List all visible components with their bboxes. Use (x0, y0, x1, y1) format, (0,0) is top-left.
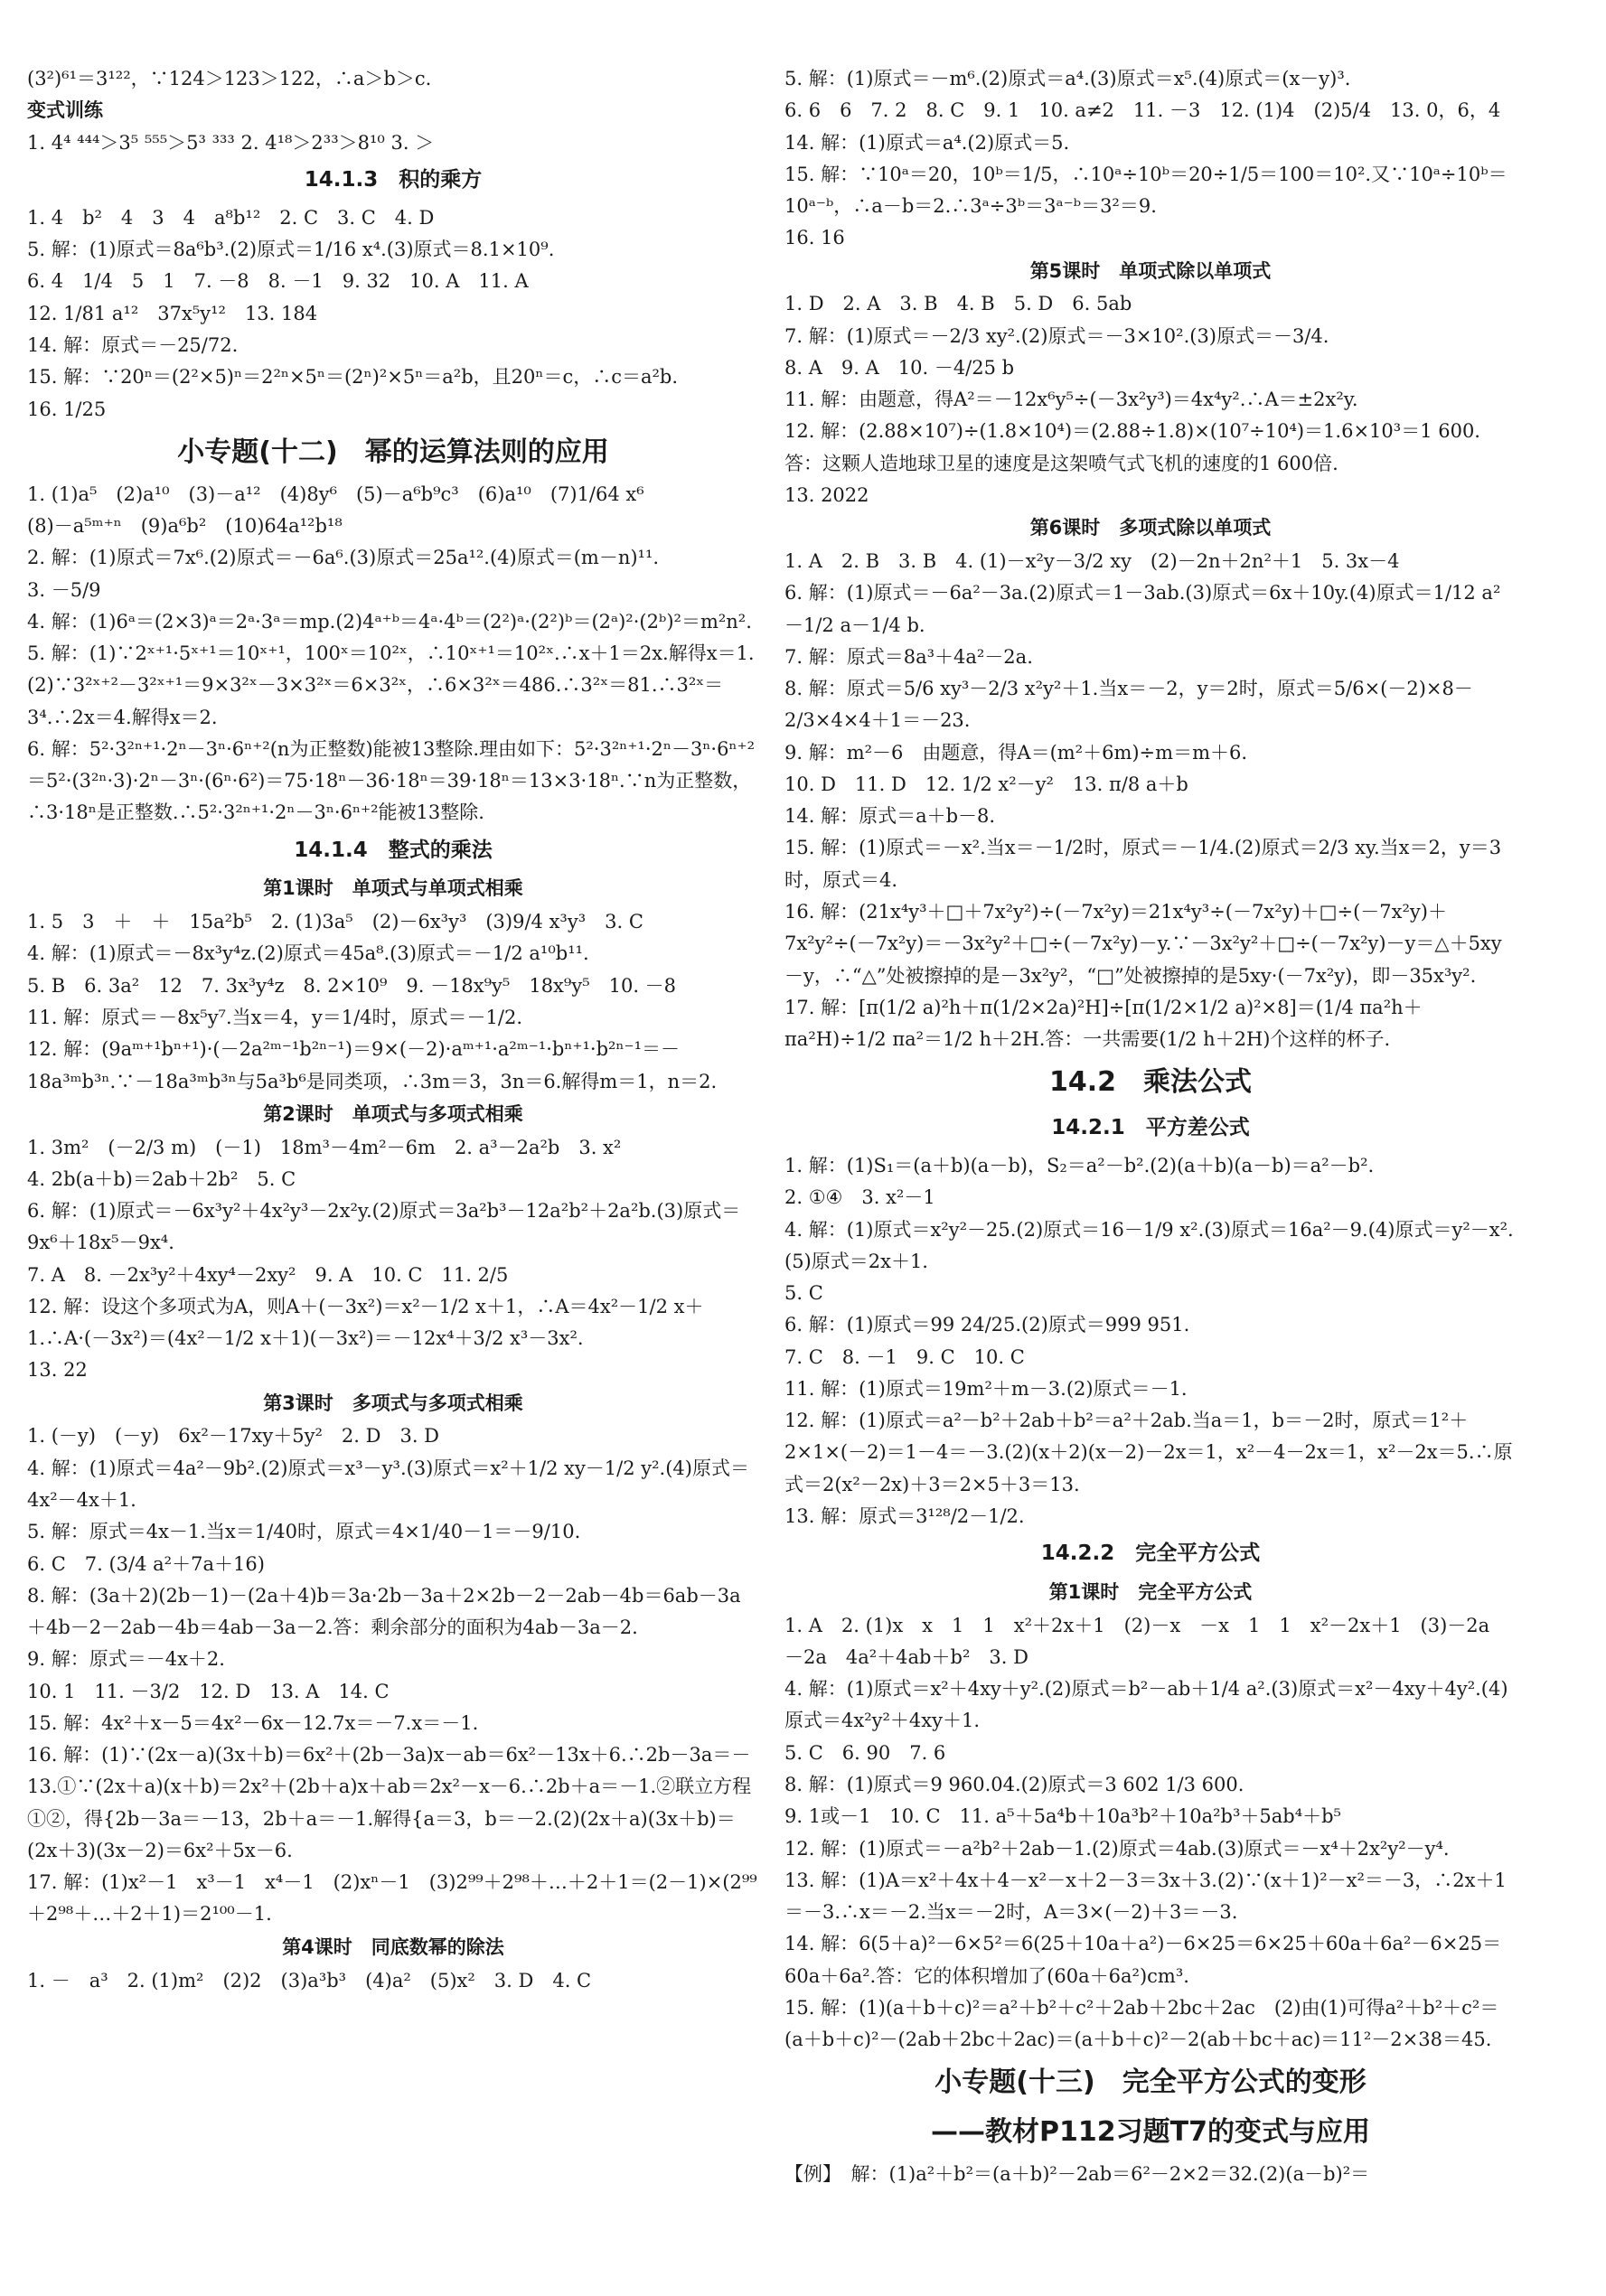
answer-line: 14. 解：6(5＋a)²－6×5²＝6(25＋10a＋a²)－6×25＝6×25＋60a＋6a²－6×25＝60a＋6a².答：它的体积增加了(60a＋6a²)cm³. (784, 1933, 1502, 1987)
answer-line: 9. 解：原式＝－4x＋2. (27, 1648, 225, 1671)
answer-line: 6. 解：5²·3²ⁿ⁺¹·2ⁿ－3ⁿ·6ⁿ⁺²(n为正整数)能被13整除.理由如下：5²·3²ⁿ⁺¹·2ⁿ－3ⁿ·6ⁿ⁺²＝5²·(3²ⁿ·3)·2ⁿ－3ⁿ·(6ⁿ·6²)＝75·18ⁿ－36·18ⁿ＝39·18ⁿ＝13×3·18ⁿ.∵n为正整数，∴3·18ⁿ是正整数.∴5²·3²ⁿ⁺¹·2ⁿ－3ⁿ·6ⁿ⁺²能被13整除. (27, 737, 756, 824)
answer-line: 13. 22 (27, 1359, 88, 1382)
answer-line: 11. 解：(1)原式＝19m²＋m－3.(2)原式＝－1. (784, 1377, 1188, 1400)
answer-line: 15. 解：(1)(a＋b＋c)²＝a²＋b²＋c²＋2ab＋2bc＋2ac (2)由(1)可得a²＋b²＋c²＝(a＋b＋c)²－(2ab＋2bc＋2ac)＝(a＋b＋c)²－2(ab＋bc＋ac)＝11²－2×38＝45. (784, 1996, 1499, 2051)
answer-line: 13. 解：原式＝3¹²⁸/2－1/2. (784, 1504, 1025, 1527)
answer-line: 16. 解：(1)∵(2x－a)(3x＋b)＝6x²＋(2b－3a)x－ab＝6x²－13x＋6.∴2b－3a＝－13.①∵(2x＋a)(x＋b)＝2x²＋(2b＋a)x＋ab＝2x²－x－6.∴2b＋a＝－1.②联立方程①②，得{2b－3a＝－13，2b＋a＝－1.解得{a＝3，b＝－2.(2)(2x＋a)(3x＋b)＝(2x＋3)(3x－2)＝6x²＋5x－6. (27, 1744, 752, 1861)
right-column (784, 63, 1517, 2191)
topic-heading-12: 小专题(十二) 幂的运算法则的应用 (177, 436, 609, 468)
answer-line: 6. 4 1/4 5 1 7. －8 8. －1 9. 32 10. A 11. A (27, 270, 529, 293)
answer-line: 6. 6 6 7. 2 8. C 9. 1 10. a≠2 11. －3 12. (1)4 (2)5/4 13. 0，6，4 (784, 99, 1501, 122)
answer-line: 12. 解：(9aᵐ⁺¹bⁿ⁺¹)·(－2a²ᵐ⁻¹b²ⁿ⁻¹)＝9×(－2)·aᵐ⁺¹·a²ᵐ⁻¹·bⁿ⁺¹·b²ⁿ⁻¹＝－18a³ᵐb³ⁿ.∵－18a³ᵐb³ⁿ与5a³b⁶是同类项，∴3m＝3，3n＝6.解得m＝1，n＝2. (27, 1038, 718, 1092)
answer-line: 8. A 9. A 10. －4/25 b (784, 356, 1015, 379)
answer-line: (3²)⁶¹＝3¹²²，∵124＞123＞122，∴a＞b＞c. (27, 68, 432, 89)
section-heading-14-2-2: 14.2.2 完全平方公式 (1040, 1542, 1261, 1566)
answer-line: 6. C 7. (3/4 a²＋7a＋16) (27, 1552, 265, 1575)
answer-line: 12. 1/81 a¹² 37x⁵y¹² 13. 184 (27, 302, 318, 324)
answer-line: 11. 解：原式＝－8x⁵y⁷.当x＝4，y＝1/4时，原式＝－1/2. (27, 1006, 522, 1028)
answer-line: 12. 解：设这个多项式为A，则A＋(－3x²)＝x²－1/2 x＋1，∴A＝4x²－1/2 x＋1.∴A·(－3x²)＝(4x²－1/2 x＋1)(－3x²)＝－12x⁴＋3/2 x³－3x². (27, 1295, 704, 1350)
answer-line: 14. 解：(1)原式＝a⁴.(2)原式＝5. (784, 131, 1070, 154)
answer-line: 14. 解：原式＝a＋b－8. (784, 805, 996, 828)
answer-line: 4. 2b(a＋b)＝2ab＋2b² 5. C (27, 1167, 296, 1190)
answer-line: 4. 解：(1)原式＝4a²－9b².(2)原式＝x³－y³.(3)原式＝x²＋1/2 xy－1/2 y².(4)原式＝4x²－4x＋1. (27, 1457, 749, 1512)
answer-line: 1. A 2. (1)x x 1 1 x²＋2x＋1 (2)－x －x 1 1 x²－2x＋1 (3)－2a －2a 4a²＋4ab＋b² 3. D (784, 1614, 1509, 1668)
answer-line: 14. 解：原式＝－25/72. (27, 333, 239, 356)
answer-line: 16. 解：(21x⁴y³＋□＋7x²y²)÷(－7x²y)＝21x⁴y³÷(－7x²y)＋□÷(－7x²y)＋7x²y²÷(－7x²y)＝－3x²y²＋□÷(－7x²y)－y.∵－3x²y²＋□÷(－7x²y)－y＝△＋5xy－y，∴“△”处被擦掉的是－3x²y²，“□”处被擦掉的是5xy·(－7x²y)，即－35x³y². (784, 900, 1502, 987)
answer-line: 7. 解：原式＝8a³＋4a²－2a. (784, 645, 1033, 668)
answer-line: 15. 解：(1)原式＝－x².当x＝－1/2时，原式＝－1/4.(2)原式＝2/3 xy.当x＝2，y＝3时，原式＝4. (784, 837, 1502, 891)
answer-line: 5. 解：原式＝4x－1.当x＝1/40时，原式＝4×1/40－1＝－9/10. (27, 1521, 581, 1543)
answer-line: 15. 解：∵20ⁿ＝(2²×5)ⁿ＝2²ⁿ×5ⁿ＝(2ⁿ)²×5ⁿ＝a²b，且20ⁿ＝c，∴c＝a²b. (27, 366, 679, 389)
answer-line: 1. D 2. A 3. B 4. B 5. D 6. 5ab (784, 293, 1132, 315)
lesson-heading: 第4课时 同底数幂的除法 (282, 1935, 504, 1958)
answer-line: 8. 解：(3a＋2)(2b－1)－(2a＋4)b＝3a·2b－3a＋2×2b－2－2ab－4b＝6ab－3a＋4b－2－2ab－4b＝4ab－3a－2.答：剩余部分的面积为4ab－3a－2. (27, 1584, 741, 1639)
answer-line: 12. 解：(1)原式＝－a²b²＋2ab－1.(2)原式＝4ab.(3)原式＝－x⁴＋2x²y²－y⁴. (784, 1837, 1450, 1860)
lesson-heading: 第2课时 单项式与多项式相乘 (263, 1102, 523, 1125)
lesson-heading: 第1课时 单项式与单项式相乘 (263, 877, 523, 900)
topic-subheading-13: ——教材P112习题T7的变式与应用 (931, 2116, 1370, 2149)
answer-line: 2. 解：(1)原式＝7x⁶.(2)原式＝－6a⁶.(3)原式＝25a¹².(4)原式＝(m－n)¹¹. (27, 547, 660, 569)
answer-line: 6. 解：(1)原式＝99 24/25.(2)原式＝999 951. (784, 1314, 1190, 1336)
section-heading-14-1-4: 14.1.4 整式的乘法 (294, 838, 493, 862)
answer-line: 5. 解：(1)原式＝8a⁶b³.(2)原式＝1/16 x⁴.(3)原式＝8.1×10⁹. (27, 239, 555, 261)
answer-line: 10. 1 11. －3/2 12. D 13. A 14. C (27, 1680, 390, 1702)
answer-line: 13. 2022 (784, 483, 869, 506)
answer-line: 1. 3m² (－2/3 m) (－1) 18m³－4m²－6m 2. a³－2a²b 3. x² (27, 1136, 622, 1158)
lesson-heading: 第3课时 多项式与多项式相乘 (263, 1392, 523, 1414)
answer-line: (8)－a⁵ᵐ⁺ⁿ (9)a⁶b² (10)64a¹²b¹⁸ (27, 515, 343, 538)
answer-line: 15. 解：4x²＋x－5＝4x²－6x－12.7x＝－7.x＝－1. (27, 1711, 479, 1734)
answer-line: 5. B 6. 3a² 12 7. 3x³y⁴z 8. 2×10⁹ 9. －18x⁹y⁵ 18x⁹y⁵ 10. －8 (27, 974, 677, 997)
answer-line: 1. 4 b² 4 3 4 a⁸b¹² 2. C 3. C 4. D (27, 206, 435, 229)
lesson-heading: 第6课时 多项式除以单项式 (1029, 517, 1272, 539)
answer-line: 7. 解：(1)原式＝－2/3 xy².(2)原式＝－3×10².(3)原式＝－3/4. (784, 324, 1329, 347)
answer-line: 7. A 8. －2x³y²＋4xy⁴－2xy² 9. A 10. C 11. 2/5 (27, 1263, 509, 1286)
answer-line: 15. 解：∵10ᵃ＝20，10ᵇ＝1/5，∴10ᵃ÷10ᵇ＝20÷1/5＝100＝10².又∵10ᵃ÷10ᵇ＝10ᵃ⁻ᵇ，∴a－b＝2.∴3ᵃ÷3ᵇ＝3ᵃ⁻ᵇ＝3²＝9. (784, 163, 1507, 218)
answer-line: 13. 解：(1)A＝x²＋4x＋4－x²－x＋2－3＝3x＋3.(2)∵(x＋1)²－x²＝－3，∴2x＋1＝－3.∴x＝－2.当x＝－2时，A＝3×(－2)＋3＝－3. (784, 1869, 1507, 1924)
answer-line: 4. 解：(1)原式＝x²y²－25.(2)原式＝16－1/9 x².(3)原式＝16a²－9.(4)原式＝y²－x².(5)原式＝2x＋1. (784, 1218, 1514, 1272)
variant-heading: 变式训练 (27, 99, 103, 122)
answer-line: 17. 解：[π(1/2 a)²h＋π(1/2×2a)²H]÷[π(1/2×1/2 a)²×8]＝(1/4 πa²h＋πa²H)÷1/2 πa²＝1/2 h＋2H.答：一共需要(1/2 h＋2H)个这样的杯子. (784, 996, 1423, 1051)
answer-line: 11. 解：由题意，得A²＝－12x⁶y⁵÷(－3x²y³)＝4x⁴y².∴A＝±2x²y. (784, 389, 1358, 411)
answer-line: 6. 解：(1)原式＝－6x³y²＋4x²y³－2x²y.(2)原式＝3a²b³－12a²b²＋2a²b.(3)原式＝9x⁶＋18x⁵－9x⁴. (27, 1200, 741, 1254)
answer-line: 5. 解：(1)原式＝－m⁶.(2)原式＝a⁴.(3)原式＝x⁵.(4)原式＝(x－y)³. (784, 68, 1351, 89)
answer-line: 8. 解：原式＝5/6 xy³－2/3 x²y²＋1.当x＝－2，y＝2时，原式＝5/6×(－2)×8－2/3×4×4＋1＝－23. (784, 678, 1473, 732)
answer-line: 6. 解：(1)原式＝－6a²－3a.(2)原式＝1－3ab.(3)原式＝6x＋10y.(4)原式＝1/12 a²－1/2 a－1/4 b. (784, 582, 1501, 636)
left-column (27, 63, 759, 1997)
answer-line: 1. (－y) (－y) 6x²－17xy＋5y² 2. D 3. D (27, 1425, 440, 1448)
answer-line: 5. C 6. 90 7. 6 (784, 1741, 946, 1764)
answer-line: 10. D 11. D 12. 1/2 x²－y² 13. π/8 a＋b (784, 773, 1188, 795)
section-heading-14-2-1: 14.2.1 平方差公式 (1051, 1116, 1250, 1140)
answer-line: 12. 解：(1)原式＝a²－b²＋2ab＋b²＝a²＋2ab.当a＝1，b＝－2时，原式＝1²＋2×1×(－2)＝1－4＝－3.(2)(x＋2)(x－2)－2x＝1，x²－4－2x＝1，x²－2x＝5.∴原式＝2(x²－2x)＋3＝2×5＋3＝13. (784, 1410, 1513, 1495)
answer-line: 16. 1/25 (27, 398, 107, 420)
answer-line: 12. 解：(2.88×10⁷)÷(1.8×10⁴)＝(2.88÷1.8)×(10⁷÷10⁴)＝1.6×10³＝1 600.答：这颗人造地球卫星的速度是这架喷气式飞机的速度的1 600倍. (784, 420, 1480, 474)
answer-line: 4. 解：(1)原式＝x²＋4xy＋y².(2)原式＝b²－ab＋1/4 a².(3)原式＝x²－4xy＋4y².(4)原式＝4x²y²＋4xy＋1. (784, 1678, 1508, 1732)
answer-line: 1. 解：(1)S₁＝(a＋b)(a－b)，S₂＝a²－b².(2)(a＋b)(a－b)＝a²－b². (784, 1154, 1375, 1176)
answer-line: 8. 解：(1)原式＝9 960.04.(2)原式＝3 602 1/3 600. (784, 1773, 1244, 1795)
answer-line: 9. 解：m²－6 由题意，得A＝(m²＋6m)÷m＝m＋6. (784, 741, 1248, 764)
lesson-heading: 第5课时 单项式除以单项式 (1029, 259, 1272, 282)
answer-line: 1. 5 3 ＋ ＋ 15a²b⁵ 2. (1)3a⁵ (2)－6x³y³ (3)9/4 x³y³ 3. C (27, 911, 643, 933)
lesson-heading: 第1课时 完全平方公式 (1048, 1580, 1253, 1603)
answer-line: 16. 16 (784, 227, 845, 249)
answer-line: 【例】 解：(1)a²＋b²＝(a＋b)²－2ab＝6²－2×2＝32.(2)(a－b)²＝ (784, 2163, 1370, 2186)
section-heading-14-2: 14.2 乘法公式 (1048, 1066, 1253, 1099)
section-heading-14-1-3: 14.1.3 积的乘方 (304, 168, 483, 192)
answer-line: 4. 解：(1)原式＝－8x³y⁴z.(2)原式＝45a⁸.(3)原式＝－1/2 a¹⁰b¹¹. (27, 942, 589, 965)
answer-line: 1. 4⁴ ⁴⁴⁴＞3⁵ ⁵⁵⁵＞5³ ³³³ 2. 4¹⁸＞2³³＞8¹⁰ 3. ＞ (27, 131, 435, 154)
answer-line: 1. － a³ 2. (1)m² (2)2 (3)a³b³ (4)a² (5)x² 3. D 4. C (27, 1969, 592, 1991)
answer-line: 2. ①④ 3. x²－1 (784, 1186, 935, 1209)
answer-line: 9. 1或－1 10. C 11. a⁵＋5a⁴b＋10a³b²＋10a²b³＋5ab⁴＋b⁵ (784, 1805, 1341, 1828)
answer-line: 7. C 8. －1 9. C 10. C (784, 1345, 1025, 1368)
topic-heading-13: 小专题(十三) 完全平方公式的变形 (934, 2066, 1367, 2099)
answer-line: 1. (1)a⁵ (2)a¹⁰ (3)－a¹² (4)8y⁶ (5)－a⁶b⁹c³ (6)a¹⁰ (7)1/64 x⁶ (27, 483, 644, 505)
answer-line: 5. C (784, 1282, 823, 1305)
answer-line: 3. －5/9 (27, 578, 101, 601)
answer-line: 4. 解：(1)6ᵃ＝(2×3)ᵃ＝2ᵃ·3ᵃ＝mp.(2)4ᵃ⁺ᵇ＝4ᵃ·4ᵇ＝(2²)ᵃ·(2²)ᵇ＝(2ᵃ)²·(2ᵇ)²＝m²n². (27, 610, 752, 633)
answer-line: 1. A 2. B 3. B 4. (1)－x²y－3/2 xy (2)－2n＋2n²＋1 5. 3x－4 (784, 550, 1400, 573)
answer-line: 17. 解：(1)x²－1 x³－1 x⁴－1 (2)xⁿ－1 (3)2⁹⁹＋2⁹⁸＋…＋2＋1＝(2－1)×(2⁹⁹＋2⁹⁸＋…＋2＋1)＝2¹⁰⁰－1. (27, 1871, 757, 1926)
answer-line: 5. 解：(1)∵2ˣ⁺¹·5ˣ⁺¹＝10ˣ⁺¹，100ˣ＝10²ˣ，∴10ˣ⁺¹＝10²ˣ.∴x＋1＝2x.解得x＝1.(2)∵3²ˣ⁺²－3²ˣ⁺¹＝9×3²ˣ－3×3²ˣ＝6×3²ˣ，∴6×3²ˣ＝486.∴3²ˣ＝81.∴3²ˣ＝3⁴.∴2x＝4.解得x＝2. (27, 642, 755, 728)
